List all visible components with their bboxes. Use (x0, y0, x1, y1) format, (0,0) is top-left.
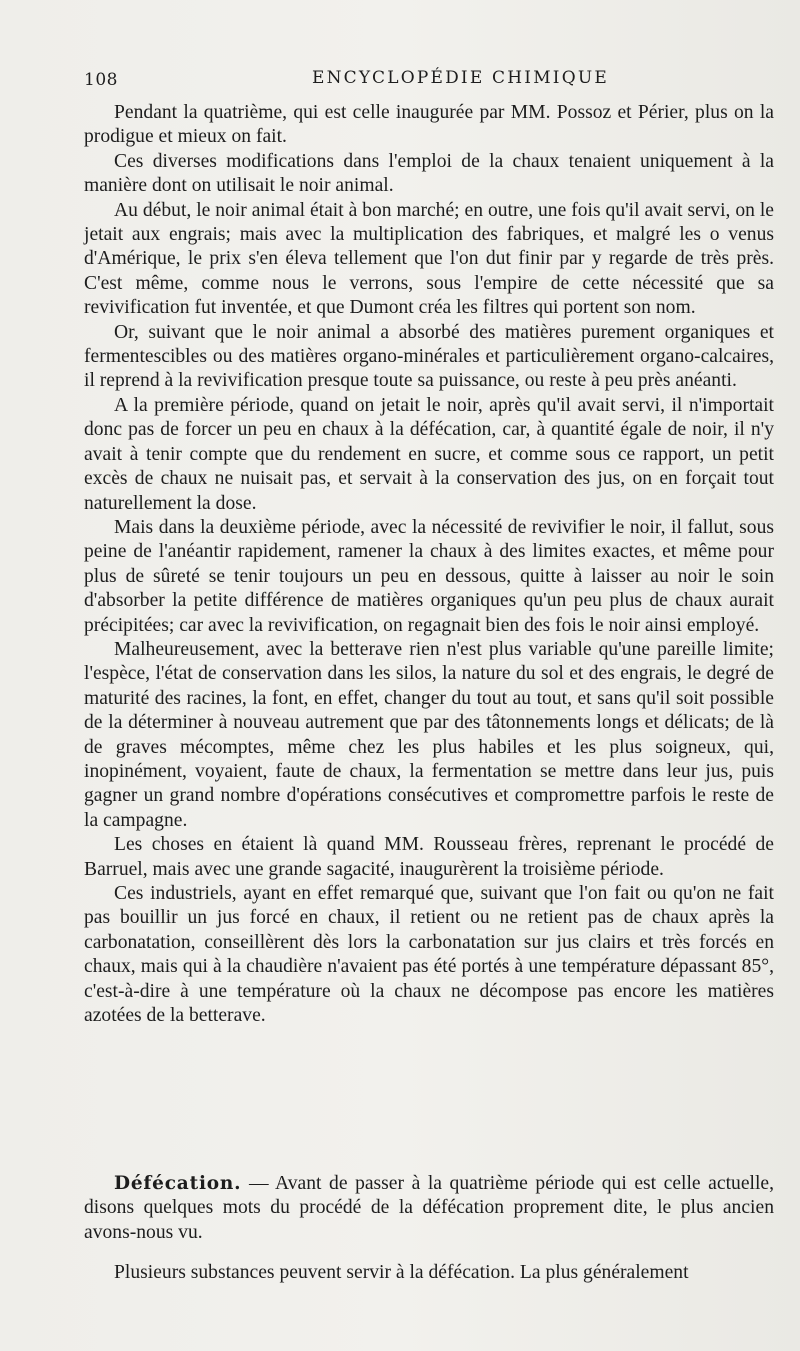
paragraph: Ces industriels, ayant en effet remarqué que, suivant que l'on fait ou qu'on ne fait pas bouillir un jus forcé en chaux, il retient ou ne retient pas de chaux après la carbonatation, conseillèrent dès lors la carbonatation sur jus clairs et très forcés en chaux, mais qui à la chaudière n'avaient pas été portés à une température dépassant 85°, c'est-à-dire à une température où la chaux ne décompose pas encore les matières azotées de la betterave. (84, 883, 774, 1027)
defecation-section (84, 1172, 774, 1286)
body-text (84, 101, 774, 1028)
paragraph: Malheureusement, avec la betterave rien n'est plus variable qu'une pareille limite; l'espèce, l'état de conservation dans les silos, la nature du sol et des engrais, le degré de maturité des racines, la font, en effet, changer du tout au tout, et sans qu'il soit possible de la déterminer à nouveau autrement que par des tâtonnements longs et délicats; de là de graves mécomptes, même chez les plus habiles et les plus soigneux, qui, inopinément, voyaient, faute de chaux, la fermentation se mettre dans leur jus, puis gagner un grand nombre d'opérations consécutives et compromettre parfois le reste de la campagne. (84, 638, 774, 831)
running-title: ENCYCLOPÉDIE CHIMIQUE (312, 68, 609, 88)
paragraph: Au début, le noir animal était à bon marché; en outre, une fois qu'il avait servi, on le jetait aux engrais; mais avec la multiplication des fabriques, et malgré les o venus d'Amérique, le prix s'en éleva tellement que l'on dut finir par y regarde de très près. C'est même, comme nous le verrons, sous l'empire de cette nécessité que sa revivification fut inventée, et que Dumont créa les filtres qui portent son nom. (84, 199, 774, 319)
paragraph: Ces diverses modifications dans l'emploi de la chaux tenaient uniquement à la manière dont on utilisait le noir animal. (84, 150, 774, 197)
section-title: Défécation. (114, 1173, 242, 1194)
page-header (84, 64, 784, 94)
paragraph: A la première période, quand on jetait le noir, après qu'il avait servi, il n'importait donc pas de forcer un peu en chaux à la défécation, car, à quantité égale de noir, il n'y avait à tenir compte que du rendement en sucre, et comme sous ce rapport, un petit excès de chaux ne nuisait pas, et servait à la conservation des jus, on en forçait tout naturellement la dose. (84, 394, 774, 514)
section-intro-text: — Avant de passer à la quatrième période qui est celle actuelle, disons quelques mots du procédé de la défécation proprement dite, le plus ancien avons-nous vu. (84, 1173, 774, 1243)
paragraph: Or, suivant que le noir animal a absorbé des matières purement organiques et fermentescibles ou des matières organo-minérales et particulièrement organo-calcaires, il reprend à la revivification presque toute sa puissance, ou reste à peu près anéanti. (84, 321, 774, 392)
paragraph: Pendant la quatrième, qui est celle inaugurée par MM. Possoz et Périer, plus on la prodigue et mieux on fait. (84, 102, 774, 148)
section-paragraph (84, 1172, 774, 1245)
paragraph: Mais dans la deuxième période, avec la nécessité de revivifier le noir, il fallut, sous peine de l'anéantir rapidement, ramener la chaux à des limites exactes, et même pour plus de sûreté se tenir toujours un peu en dessous, quitte à laisser au noir le soin d'absorber la petite différence de matières organiques qu'un peu plus de chaux aurait précipitées; car avec la revivification, on regagnait bien des fois le noir ainsi employé. (84, 516, 774, 636)
page-number: 108 (84, 70, 118, 90)
paragraph: Les choses en étaient là quand MM. Rousseau frères, reprenant le procédé de Barruel, mais avec une grande sagacité, inaugurèrent la troisième période. (84, 834, 774, 880)
paragraph: Plusieurs substances peuvent servir à la défécation. La plus généralement (114, 1262, 689, 1284)
